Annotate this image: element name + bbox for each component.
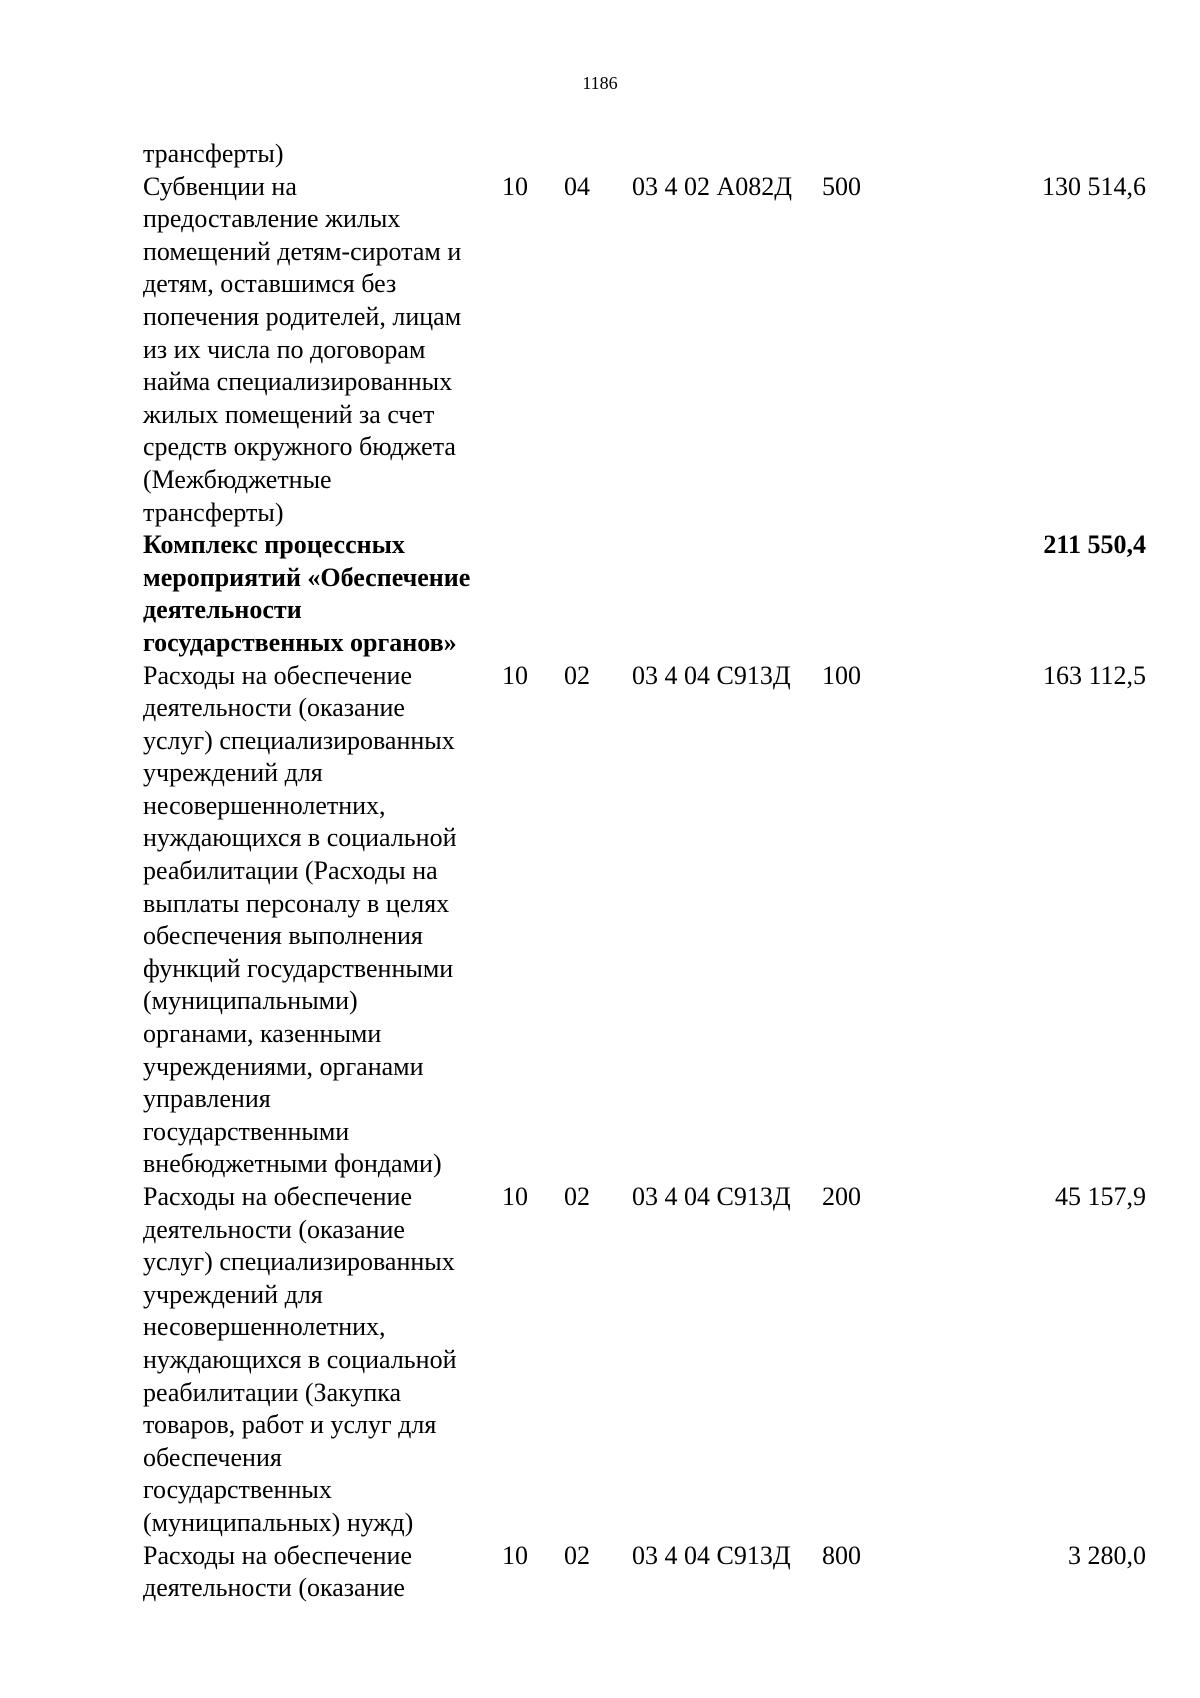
row-amount: 45 157,9	[1055, 1182, 1146, 1211]
row-description: трансферты)	[143, 139, 284, 168]
table-row	[0, 1181, 1200, 1540]
row-target-article-code: 03 4 04 С913Д	[632, 660, 791, 690]
row-target-article-code: 03 4 04 С913Д	[632, 1182, 791, 1211]
row-amount: 163 112,5	[1042, 660, 1146, 690]
row-expense-type-code: 800	[822, 1540, 861, 1570]
row-target-article-code: 03 4 04 С913Д	[632, 1540, 791, 1570]
row-amount: 130 514,6	[1042, 171, 1146, 201]
row-description: Субвенции на предоставление жилых помещений детям-сиротам и детям, оставшимся без попечения родителей, лицам из их числа по договорам найма специализированных жилых помещений за счет средств окружного бюджета (Межбюджетные трансферты)	[143, 171, 462, 527]
row-description: Расходы на обеспечение деятельности (оказание услуг) специализированных учреждений для несовершеннолетних, нуждающихся в социальной реабилитации (Закупка товаров, работ и услуг для обеспечения государственных (муниципальных) нужд)	[143, 1182, 457, 1537]
row-subsection-code: 04	[564, 171, 590, 201]
row-expense-type-code: 100	[822, 660, 861, 690]
row-subsection-code: 02	[564, 660, 590, 690]
row-section-code: 10	[502, 171, 528, 201]
row-target-article-code: 03 4 02 А082Д	[632, 171, 793, 201]
row-section-code: 10	[502, 660, 528, 690]
row-description: Комплекс процессных мероприятий «Обеспечение деятельности государственных органов»	[143, 530, 471, 657]
page-number: 1186	[582, 73, 618, 93]
row-section-code: 10	[502, 1182, 528, 1211]
row-amount: 211 550,4	[1043, 530, 1146, 560]
table-row	[0, 171, 1200, 530]
row-description: Расходы на обеспечение деятельности (оказание услуг) специализированных учреждений для несовершеннолетних, нуждающихся в социальной реабилитации (Расходы на выплаты персоналу в целях обеспечения выполнения функций государственными (муниципальными) органами, казенными учреждениями, органами управления государственными внебюджетными фондами)	[143, 660, 457, 1179]
budget-table	[0, 138, 1200, 1605]
table-row	[0, 1540, 1200, 1605]
row-expense-type-code: 500	[822, 171, 861, 201]
row-description: Расходы на обеспечение деятельности (оказание	[143, 1540, 413, 1603]
row-subsection-code: 02	[564, 1182, 590, 1211]
row-amount: 3 280,0	[1068, 1540, 1146, 1570]
row-section-code: 10	[502, 1540, 528, 1570]
table-row-group-header	[0, 529, 1200, 659]
row-subsection-code: 02	[564, 1540, 590, 1570]
row-expense-type-code: 200	[822, 1182, 861, 1211]
table-row	[0, 138, 1200, 171]
table-row	[0, 660, 1200, 1182]
